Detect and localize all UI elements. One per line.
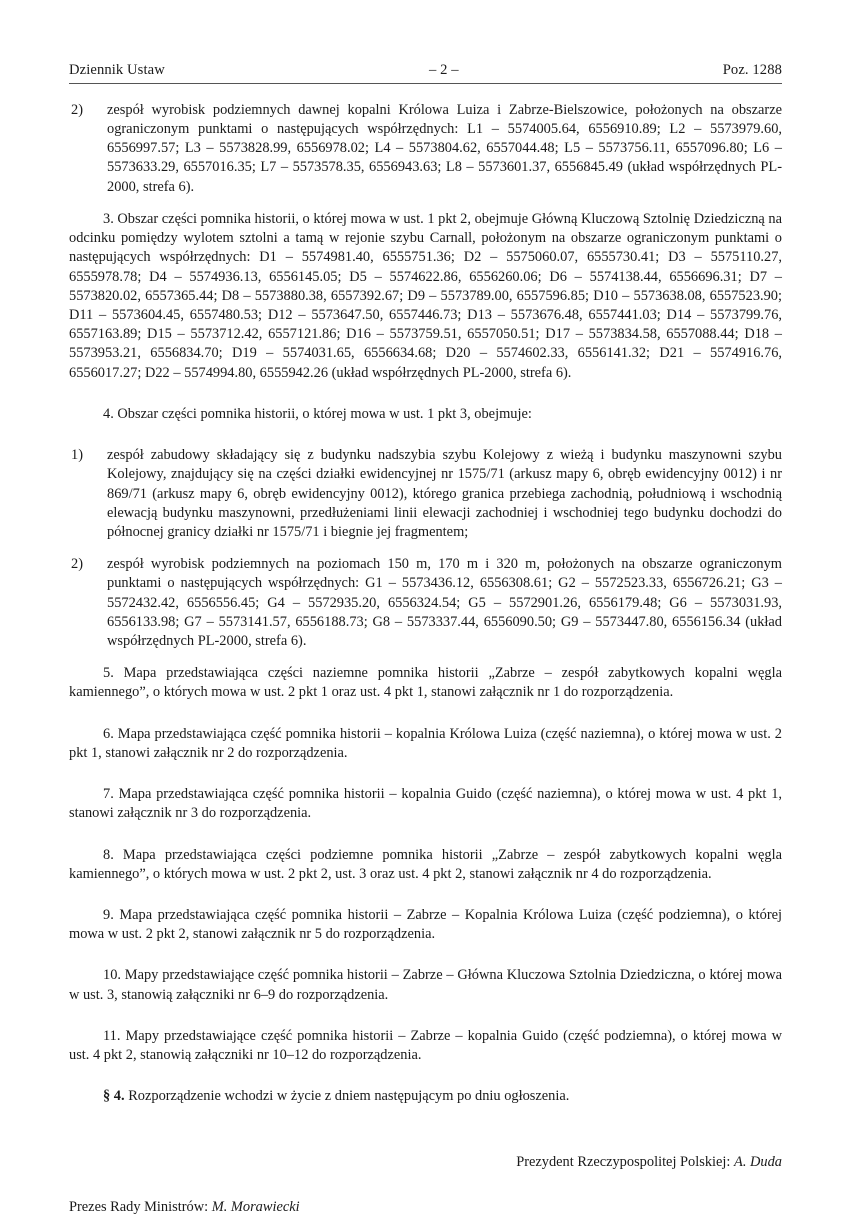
list-item-text: zespół wyrobisk podziemnych dawnej kopalni Królowa Luiza i Zabrze-Bielszowice, położonych na obszarze ograniczonym punktami o następujących współrzędnych: L1 – 5574005.64, 6556910.89; L2 – 5573979.60, 6556997.57; L3 – 5573828.99, 6556978.02; L4 – 5573804.62, 6557044.48; L5 – 5573756.11, 6557096.80; L6 – 5573633.29, 6557016.35; L7 – 5573578.35, 6556943.63; L8 – 5573601.37, 6556845.49 (układ współrzędnych PL-2000, strefa 6). <box>107 101 782 195</box>
list-item-l-series <box>69 101 782 197</box>
section-symbol: § 4. <box>103 1088 125 1105</box>
premier-signature <box>69 1198 782 1217</box>
paragraph-11: 11. Mapy przedstawiające część pomnika historii – Zabrze – kopalnia Guido (część podziemna), o której mowa w ust. 4 pkt 2, stanowią załączniki nr 10–12 do rozporządzenia. <box>69 1027 782 1064</box>
paragraph-section-4 <box>69 1087 782 1106</box>
section-4-text: Rozporządzenie wchodzi w życie z dniem następującym po dniu ogłoszenia. <box>124 1088 570 1105</box>
paragraph-3: 3. Obszar części pomnika historii, o której mowa w ust. 1 pkt 2, obejmuje Główną Kluczową Sztolnię Dziedziczną na odcinku pomiędzy wylotem sztolni a tamą w rejonie szybu Carnall, położonym na obszarze ograniczonym punktami o następujących współrzędnych: D1 – 5574981.40, 6555751.36; D2 – 5575060.07, 6555730.41; D3 – 5575110.27, 6555978.78; D4 – 5574936.13, 6556145.05; D5 – 5574622.86, 6556260.06; D6 – 5574138.44, 6556696.31; D7 – 5573820.02, 6557365.44; D8 – 5573880.38, 6557392.67; D9 – 5573789.00, 6557596.85; D10 – 5573638.08, 6557523.90; D11 – 5573604.45, 6557480.53; D12 – 5573647.50, 6557446.73; D13 – 5573676.48, 6557441.03; D14 – 5573799.76, 6557163.89; D15 – 5573712.42, 6557121.86; D16 – 5573759.51, 6557050.51; D17 – 5573834.58, 6557088.44; D18 – 5573953.21, 6556834.70; D19 – 5574031.65, 6556634.68; D20 – 5574602.33, 6556141.32; D21 – 5574916.76, 6556017.27; D22 – 5574994.80, 6555942.26 (układ współrzędnych PL-2000, strefa 6). <box>69 210 782 381</box>
premier-label: Prezes Rady Ministrów: <box>69 1198 212 1215</box>
president-label: Prezydent Rzeczypospolitej Polskiej: <box>516 1153 735 1170</box>
list-item-text: zespół zabudowy składający się z budynku nadszybia szybu Kolejowy z wieżą i budynku maszynowni szybu Kolejowy, znajdujący się na części działki ewidencyjnej nr 1575/71 (arkusz mapy 6, obręb ewidencyjny 0012) i nr 869/71 (arkusz mapy 6, obręb ewidencyjny 0012), którego granica przebiega zachodnią, południową i wschodnią elewacją budynku maszynowni, przedłużeniami linii elewacji zachodniej i wschodniej tego budynku dochodzi do północnej granicy działki nr 1575/71 i biegnie jej fragmentem; <box>107 447 782 540</box>
paragraph-5: 5. Mapa przedstawiająca części naziemne pomnika historii „Zabrze – zespół zabytkowych kopalni węgla kamiennego”, o których mowa w ust. 2 pkt 1 oraz ust. 4 pkt 1, stanowi załącznik nr 1 do rozporządzenia. <box>69 665 782 701</box>
item-reference: Poz. 1288 <box>722 62 782 78</box>
paragraph-9: 9. Mapa przedstawiająca część pomnika historii – Zabrze – Kopalnia Królowa Luiza (część podziemna), o której mowa w ust. 2 pkt 2, stanowi załącznik nr 5 do rozporządzenia. <box>69 907 782 943</box>
list-item-2-g-series <box>69 555 782 651</box>
journal-title: Dziennik Ustaw <box>69 62 165 78</box>
list-marker: 2) <box>71 101 83 118</box>
paragraph-7: 7. Mapa przedstawiająca część pomnika historii – kopalnia Guido (część naziemna), o której mowa w ust. 4 pkt 1, stanowi załącznik nr 3 do rozporządzenia. <box>69 786 782 822</box>
paragraph-10: 10. Mapy przedstawiające część pomnika historii – Zabrze – Główna Kluczowa Sztolnia Dziedziczna, o której mowa w ust. 3, stanowią załączniki nr 6–9 do rozporządzenia. <box>69 967 782 1003</box>
president-name: A. Duda <box>734 1153 782 1170</box>
list-marker: 2) <box>71 556 83 573</box>
paragraph-8: 8. Mapa przedstawiająca części podziemne pomnika historii „Zabrze – zespół zabytkowych kopalni węgla kamiennego”, o których mowa w ust. 2 pkt 2, ust. 3 oraz ust. 4 pkt 2, stanowi załącznik nr 4 do rozporządzenia. <box>69 846 782 882</box>
paragraph-4: 4. Obszar części pomnika historii, o której mowa w ust. 1 pkt 3, obejmuje: <box>103 405 532 422</box>
list-item-1-buildings <box>69 446 782 542</box>
document-body <box>69 101 782 1217</box>
list-marker: 1) <box>71 447 83 464</box>
premier-name: M. Morawiecki <box>211 1198 300 1215</box>
paragraph-6: 6. Mapa przedstawiająca część pomnika historii – kopalnia Królowa Luiza (część naziemna), o której mowa w ust. 2 pkt 1, stanowi załącznik nr 2 do rozporządzenia. <box>69 725 782 761</box>
president-signature <box>69 1153 782 1172</box>
running-head <box>69 62 782 84</box>
page-number: – 2 – <box>428 62 459 78</box>
list-item-text: zespół wyrobisk podziemnych na poziomach 150 m, 170 m i 320 m, położonych na obszarze ograniczonym punktami o następujących współrzędnych: G1 – 5573436.12, 6556308.61; G2 – 5572523.33, 6556726.21; G3 – 5572432.42, 6556556.45; G4 – 5572935.20, 6556324.54; G5 – 5572901.26, 6556179.48; G6 – 5573031.93, 6556133.98; G7 – 5573141.57, 6556188.73; G8 – 5573337.44, 6556090.50; G9 – 5573447.80, 6556156.34 (układ współrzędnych PL-2000, strefa 6). <box>107 556 782 650</box>
